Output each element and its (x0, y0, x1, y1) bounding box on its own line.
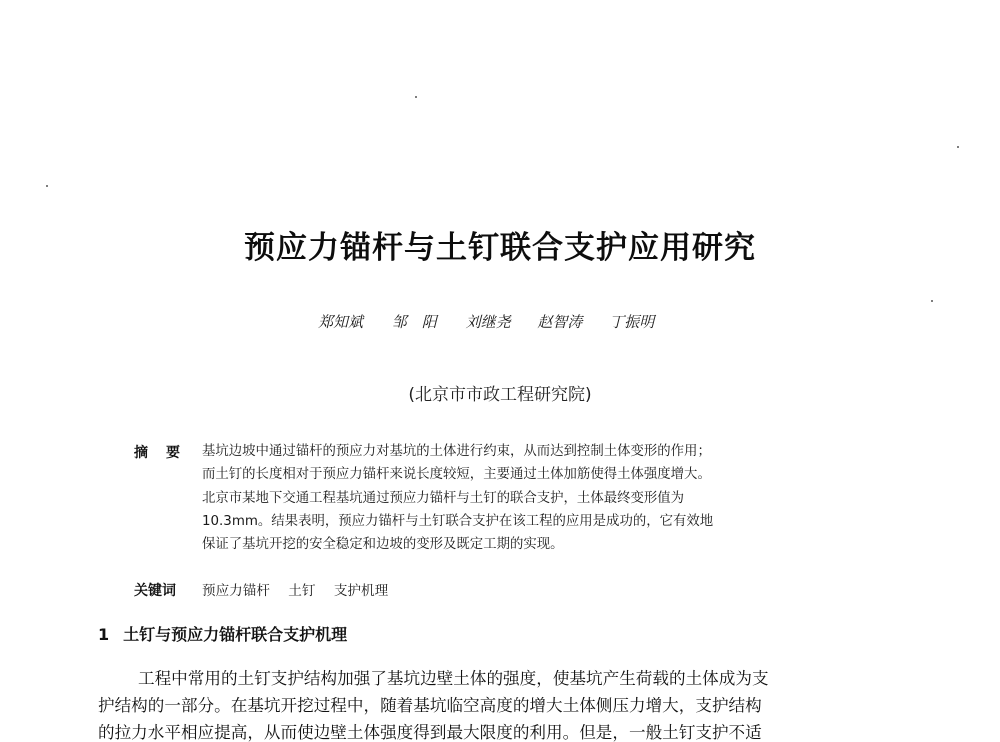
keyword-list (202, 579, 402, 599)
body-line: 护结构的一部分。在基坑开挖过程中，随着基坑临空高度的增大土体侧压力增大，支护结构 (98, 696, 762, 715)
abstract-line: 而土钉的长度相对于预应力锚杆来说长度较短，主要通过土体加筋使得土体强度增大。 (202, 467, 711, 483)
body-line: 工程中常用的土钉支护结构加强了基坑边壁土体的强度，使基坑产生荷载的土体成为支 (138, 669, 769, 688)
scan-speck (46, 185, 48, 187)
abstract-label: 摘 要 (134, 445, 182, 461)
scan-speck (415, 96, 417, 98)
abstract-line: 10.3mm。结果表明，预应力锚杆与土钉联合支护在该工程的应用是成功的，它有效地 (202, 513, 714, 529)
abstract-line: 北京市某地下交通工程基坑通过预应力锚杆与土钉的联合支护，土体最终变形值为 (202, 490, 685, 506)
paper-title: 预应力锚杆与土钉联合支护应用研究 (244, 230, 756, 266)
section-title: 土钉与预应力锚杆联合支护机理 (123, 625, 348, 644)
author-name: 邹 阳 (391, 313, 437, 331)
author-name: 丁振明 (609, 313, 655, 331)
section-heading (98, 622, 347, 645)
body-line: 的拉力水平相应提高，从而使边壁土体强度得到最大限度的利用。但是，一般土钉支护不适 (98, 723, 762, 742)
abstract-line: 保证了基坑开挖的安全稳定和边坡的变形及既定工期的实现。 (202, 537, 564, 553)
affiliation: (北京市市政工程研究院) (408, 385, 592, 405)
body-paragraph (98, 665, 910, 742)
keyword: 预应力锚杆 (202, 583, 270, 599)
abstract-body (202, 440, 872, 556)
keyword: 土钉 (288, 583, 316, 599)
scan-speck (957, 146, 959, 148)
abstract-line: 基坑边坡中通过锚杆的预应力对基坑的土体进行约束，从而达到控制土体变形的作用； (202, 444, 711, 459)
author-name: 郑知斌 (318, 313, 364, 331)
keywords-label: 关键词 (134, 583, 176, 599)
author-name: 赵智涛 (537, 313, 583, 331)
author-name: 刘继尧 (465, 313, 511, 331)
author-list (318, 311, 654, 332)
scan-speck (931, 300, 933, 302)
section-number: 1 (98, 625, 110, 644)
keyword: 支护机理 (333, 583, 389, 599)
